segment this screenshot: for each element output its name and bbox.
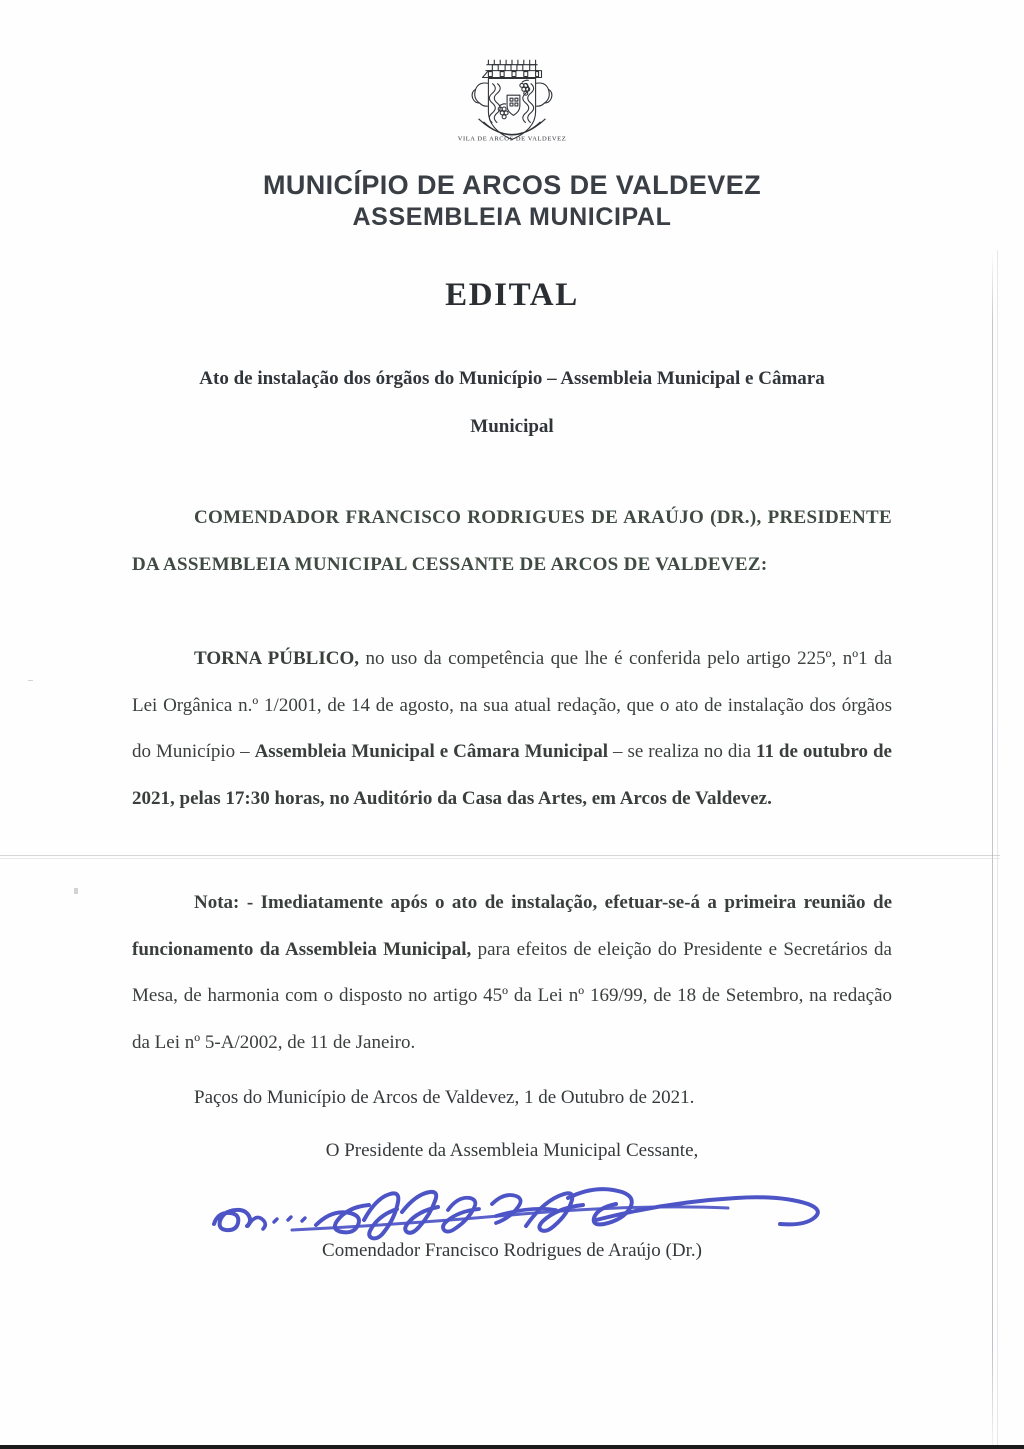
page-title: EDITAL [445, 277, 579, 313]
preamble-text: COMENDADOR FRANCISCO RODRIGUES DE ARAÚJO (DR.), PRESIDENTE DA ASSEMBLEIA MUNICIPAL CESSANTE DE ARCOS DE VALDEVEZ: [132, 507, 892, 575]
signature-title-text: O Presidente da Assembleia Municipal Cessante, [325, 1140, 699, 1161]
torna-text-part-1: no uso da competência que lhe é conferida pelo artigo 225º, nº1 da Lei Orgânica n.º 1/2001, de 14 de agosto, na sua atual redação, que o ato de instalação dos órgãos do Município – [132, 648, 892, 763]
preamble-paragraph [132, 495, 892, 588]
coat-of-arms-container [0, 48, 1024, 171]
scan-edge-line-secondary [997, 250, 998, 1449]
crest-banner-text: VILA DE ARCOS DE VALDEVEZ [457, 135, 567, 143]
torna-publico-paragraph [132, 636, 892, 822]
scan-streak-secondary [0, 858, 1000, 859]
organization-heading [0, 168, 1024, 234]
scan-edge-line [992, 250, 993, 1449]
torna-bold-organs: Assembleia Municipal e Câmara Municipal [254, 741, 609, 763]
scan-streak [0, 855, 1000, 856]
subtitle-line-2: Municipal [470, 415, 554, 437]
document-subtitle [132, 355, 892, 450]
nota-paragraph [132, 880, 892, 1066]
scan-speck [28, 680, 33, 681]
signature-name-text: Comendador Francisco Rodrigues de Araújo (Dr.) [322, 1240, 702, 1261]
signature-title-line [132, 1128, 892, 1175]
nota-bold-text: Nota: - Imediatamente após o ato de instalação, efetuar-se-á a primeira reunião de funcionamento da Assembleia Municipal, [132, 892, 892, 960]
place-date-text: Paços do Município de Arcos de Valdevez, 1 de Outubro de 2021. [194, 1087, 695, 1108]
signature-name-line [132, 1228, 892, 1275]
place-date-line [132, 1075, 892, 1122]
municipal-coat-of-arms-icon [453, 48, 571, 166]
scan-bottom-edge [0, 1445, 1024, 1449]
torna-text-part-2: – se realiza no dia [608, 741, 756, 763]
torna-publico-lead: TORNA PÚBLICO, [194, 648, 359, 669]
scan-speck [74, 888, 78, 894]
subtitle-line-1: Ato de instalação dos órgãos do Município – Assembleia Municipal e Câmara [199, 368, 825, 389]
nota-regular-text: para efeitos de eleição do Presidente e Secretários da Mesa, de harmonia com o disposto no artigo 45º da Lei nº 169/99, de 18 de Setembro, na redação da Lei nº 5-A/2002, de 11 de Janeiro. [132, 938, 892, 1053]
assembly-name: ASSEMBLEIA MUNICIPAL [352, 203, 672, 232]
torna-bold-datetime-venue: 11 de outubro de 2021, pelas 17:30 horas, no Auditório da Casa das Artes, em Arcos de Valdevez. [132, 741, 892, 809]
municipality-name: MUNICÍPIO DE ARCOS DE VALDEVEZ [262, 170, 762, 200]
